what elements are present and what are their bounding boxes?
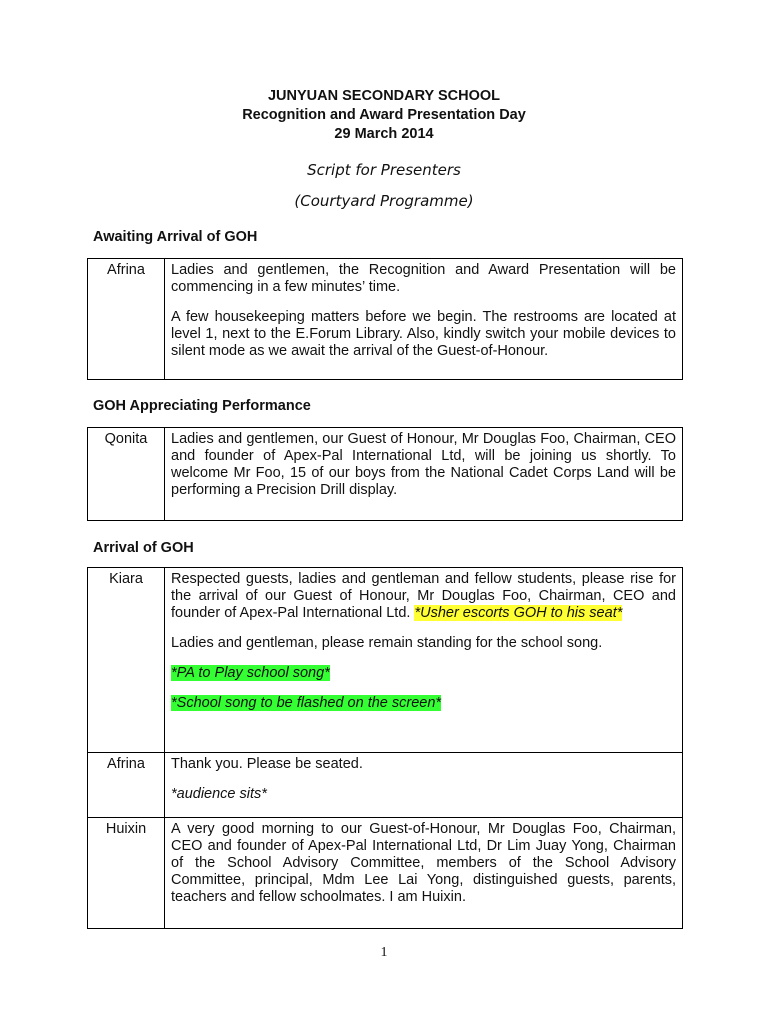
script-paragraph (171, 695, 676, 712)
table-row (88, 753, 683, 818)
script-table-awaiting-arrival (87, 258, 683, 380)
script-paragraph: Ladies and gentlemen, our Guest of Honour, Mr Douglas Foo, Chairman, CEO and founder of Apex-Pal International Ltd, will be joining us shortly. To welcome Mr Foo, 15 of our boys from the National Cadet Corps Land will be performing a Precision Drill display. (171, 431, 676, 498)
lines-cell (165, 428, 683, 521)
script-paragraph (171, 665, 676, 682)
script-paragraph: Thank you. Please be seated. (171, 756, 363, 772)
speaker-cell: Afrina (88, 259, 165, 380)
lines-cell (165, 259, 683, 380)
speaker-cell: Huixin (88, 818, 165, 929)
page-number: 1 (380, 945, 388, 960)
section-heading-goh-performance: GOH Appreciating Performance (93, 398, 311, 414)
usher-cue-highlight: *Usher escorts GOH to his seat* (414, 605, 623, 621)
table-row (88, 428, 683, 521)
script-title: Script for Presenters (307, 161, 461, 179)
lines-cell (165, 568, 683, 753)
script-paragraph: Ladies and gentleman, please remain standing for the school song. (171, 635, 603, 651)
event-title: Recognition and Award Presentation Day (242, 107, 526, 123)
lines-cell (165, 818, 683, 929)
audience-cue: *audience sits* (171, 786, 267, 802)
script-paragraph (171, 571, 676, 622)
screen-cue-highlight: *School song to be flashed on the screen* (171, 695, 442, 711)
table-row (88, 568, 683, 753)
script-paragraph: Ladies and gentlemen, the Recognition and Award Presentation will be commencing in a few minutes’ time. (171, 262, 676, 295)
speaker-cell: Kiara (88, 568, 165, 753)
script-table-arrival-goh (87, 567, 683, 929)
section-heading-arrival-goh: Arrival of GOH (93, 540, 194, 556)
section-heading-awaiting-arrival: Awaiting Arrival of GOH (93, 229, 258, 245)
script-paragraph: A very good morning to our Guest-of-Honour, Mr Douglas Foo, Chairman, CEO and founder of Apex-Pal International Ltd, Dr Lim Juay Yong, Chairman of the School Advisory Committee, members of the School Advisory Committee, principal, Mdm Lee Lai Yong, distinguished guests, parents, teachers and fellow schoolmates. I am Huixin. (171, 821, 676, 905)
lines-cell (165, 753, 683, 818)
pa-cue-highlight: *PA to Play school song* (171, 665, 330, 681)
event-date: 29 March 2014 (334, 126, 434, 142)
table-row (88, 818, 683, 929)
script-paragraph: A few housekeeping matters before we begin. The restrooms are located at level 1, next to the E.Forum Library. Also, kindly switch your mobile devices to silent mode as we await the arrival of the Guest-of-Honour. (171, 309, 676, 359)
speaker-cell: Qonita (88, 428, 165, 521)
table-row (88, 259, 683, 380)
script-table-goh-performance (87, 427, 683, 521)
programme-title: (Courtyard Programme) (294, 192, 474, 210)
script-text: Respected guests, ladies and gentleman and fellow students, please rise for the arrival of our Guest of Honour, Mr Douglas Foo, Chairman, CEO and founder of Apex-Pal International Ltd. (171, 571, 676, 621)
school-name: JUNYUAN SECONDARY SCHOOL (267, 88, 501, 104)
speaker-cell: Afrina (88, 753, 165, 818)
